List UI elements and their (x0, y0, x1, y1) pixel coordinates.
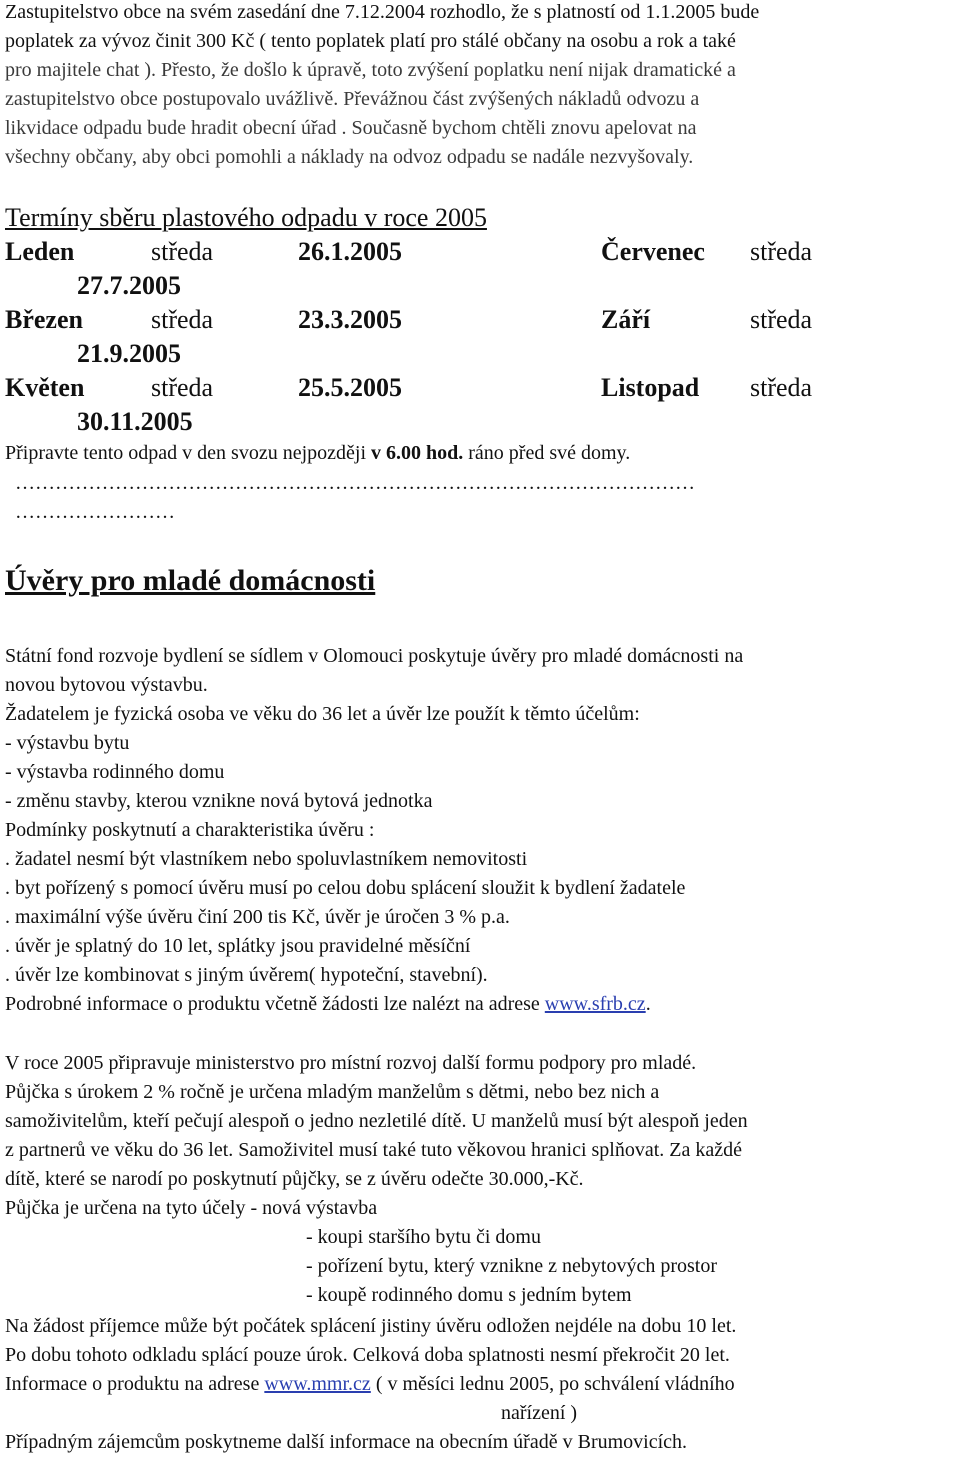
schedule-row (5, 239, 955, 269)
purpose-item: - výstavba rodinného domu (5, 761, 225, 783)
ministry-text: dítě, které se narodí po poskytnutí půjčky, se z úvěru odečte 30.000,-Kč. (5, 1168, 584, 1190)
ministry-text: z partnerů ve věku do 36 let. Samoživitel musí také tuto věkovou hranici splňovat. Za každé (5, 1139, 743, 1161)
schedule-row (5, 307, 955, 337)
condition-item: . úvěr je splatný do 10 let, splátky jsou pravidelné měsíční (5, 935, 471, 957)
intro-line: Zastupitelstvo obce na svém zasedání dne 7.12.2004 rozhodlo, že s platností od 1.1.2005 bude (5, 1, 760, 23)
mmr-link[interactable]: www.mmr.cz (264, 1373, 371, 1395)
date-left: 25.5.2005 (298, 373, 402, 402)
month-right: Září (601, 305, 651, 334)
ministry-text: Půjčka je určena na tyto účely - nová výstavba (5, 1197, 378, 1219)
loans-text: novou bytovou výstavbu. (5, 674, 208, 696)
weekday-left: středa (151, 237, 214, 266)
condition-item: . maximální výše úvěru činí 200 tis Kč, úvěr je úročen 3 % p.a. (5, 906, 510, 928)
schedule-row (5, 375, 955, 405)
loans-text: Žadatelem je fyzická osoba ve věku do 36 let a úvěr lze použít k těmto účelům: (5, 703, 640, 725)
date-right: 30.11.2005 (77, 407, 193, 436)
condition-item: . žadatel nesmí být vlastníkem nebo spoluvlastníkem nemovitosti (5, 848, 528, 870)
weekday-right: středa (750, 237, 813, 266)
note-text: Připravte tento odpad v den svozu nejpozději (5, 442, 372, 464)
ministry-purpose: - koupě rodinného domu s jedním bytem (306, 1284, 632, 1306)
month-left: Květen (5, 373, 85, 402)
loans-heading: Úvěry pro mladé domácnosti (5, 564, 376, 597)
info-text: Podrobné informace o produktu včetně žádosti lze nalézt na adrese (5, 993, 545, 1015)
loans-info (5, 994, 651, 1014)
purpose-item: - změnu stavby, kterou vznikne nová bytová jednotka (5, 790, 433, 812)
schedule-note (5, 443, 630, 463)
month-left: Leden (5, 237, 75, 266)
month-left: Březen (5, 305, 83, 334)
month-right: Červenec (601, 237, 705, 266)
weekday-right: středa (750, 305, 813, 334)
ministry-info-continued: nařízení ) (501, 1402, 578, 1424)
ministry-purpose: - koupi staršího bytu či domu (306, 1226, 541, 1248)
ministry-text: Po dobu tohoto odkladu splácí pouze úrok. Celková doba splatnosti nesmí překročit 20 let. (5, 1344, 730, 1366)
ministry-text: Půjčka s úrokem 2 % ročně je určena mladým manželům s dětmi, nebo bez nich a (5, 1081, 660, 1103)
conditions-title: Podmínky poskytnutí a charakteristika úvěru : (5, 819, 375, 841)
ministry-text: samoživitelům, kteří pečují alespoň o jedno nezletilé dítě. U manželů musí být alespoň jeden (5, 1110, 748, 1132)
condition-item: . byt pořízený s pomocí úvěru musí po celou dobu splácení sloužit k bydlení žadatele (5, 877, 686, 899)
dotted-separator: …………………… (15, 501, 175, 523)
dotted-separator: ………………………………………………………………………………………… (15, 472, 695, 494)
ministry-purpose: - pořízení bytu, který vznikne z nebytových prostor (306, 1255, 717, 1277)
weekday-right: středa (750, 373, 813, 402)
info-end: ( v měsíci lednu 2005, po schválení vládního (370, 1373, 735, 1395)
schedule-title: Termíny sběru plastového odpadu v roce 2005 (5, 203, 487, 232)
intro-line: všechny občany, aby obci pomohli a náklady na odvoz odpadu se nadále nezvyšovaly. (5, 146, 694, 168)
sfrb-link[interactable]: www.sfrb.cz (544, 993, 646, 1015)
ministry-text: Na žádost příjemce může být počátek splácení jistiny úvěru odložen nejdéle na dobu 10 let. (5, 1315, 737, 1337)
intro-line: pro majitele chat ). Přesto, že došlo k úpravě, toto zvýšení poplatku není nijak dramatické a (5, 59, 736, 81)
weekday-left: středa (151, 305, 214, 334)
ministry-info (5, 1374, 735, 1394)
intro-line: zastupitelstvo obce postupovalo uvážlivě. Převážnou část zvýšených nákladů odvozu a (5, 88, 700, 110)
intro-line: likvidace odpadu bude hradit obecní úřad . Současně bychom chtěli znovu apelovat na (5, 117, 697, 139)
month-right: Listopad (601, 373, 700, 402)
date-right: 27.7.2005 (77, 271, 181, 300)
purpose-item: - výstavbu bytu (5, 732, 130, 754)
info-text: Informace o produktu na adrese (5, 1373, 265, 1395)
date-left: 26.1.2005 (298, 237, 402, 266)
note-text-end: ráno před své domy. (463, 442, 631, 464)
intro-line: poplatek za vývoz činit 300 Kč ( tento poplatek platí pro stálé občany na osobu a rok a také (5, 30, 736, 52)
date-right: 21.9.2005 (77, 339, 181, 368)
info-end: . (645, 993, 651, 1015)
loans-text: Státní fond rozvoje bydlení se sídlem v Olomouci poskytuje úvěry pro mladé domácnosti na (5, 645, 744, 667)
date-left: 23.3.2005 (298, 305, 402, 334)
ministry-text: V roce 2005 připravuje ministerstvo pro místní rozvoj další formu podpory pro mladé. (5, 1052, 697, 1074)
weekday-left: středa (151, 373, 214, 402)
condition-item: . úvěr lze kombinovat s jiným úvěrem( hypoteční, stavební). (5, 964, 488, 986)
closing-note: Případným zájemcům poskytneme další informace na obecním úřadě v Brumovicích. (5, 1431, 688, 1453)
note-time: v 6.00 hod. (371, 442, 464, 464)
